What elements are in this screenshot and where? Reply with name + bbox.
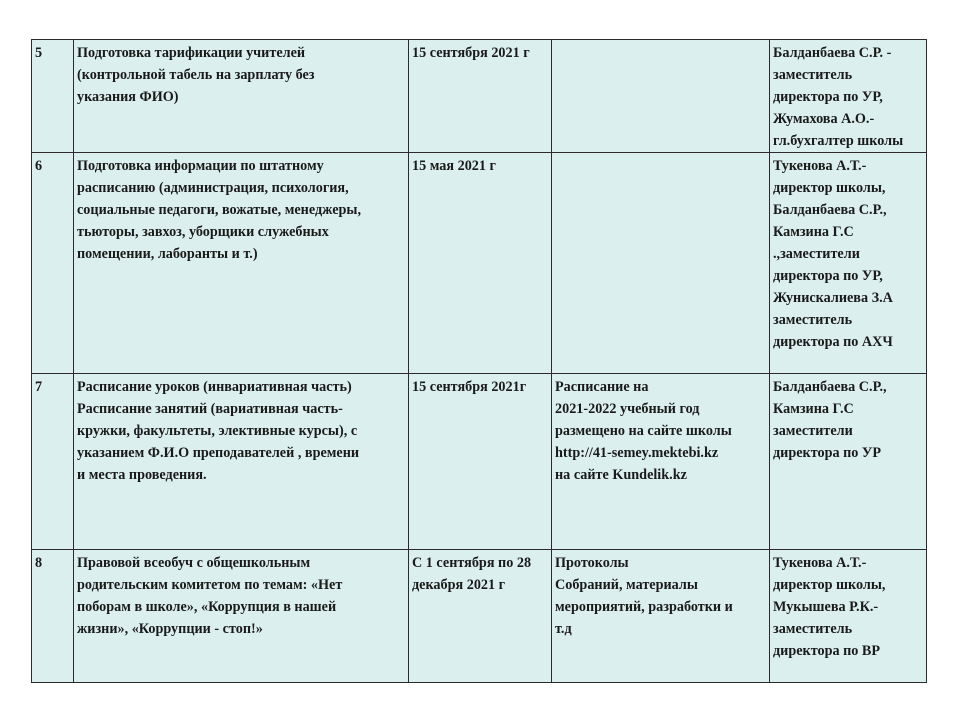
result-cell — [552, 40, 770, 153]
event-text: Подготовка тарификации учителей (контрольной табель на зарплату без указания ФИО) — [77, 45, 315, 105]
event-cell — [74, 153, 409, 374]
result-cell — [552, 550, 770, 683]
responsible-cell — [770, 40, 927, 153]
responsible-cell — [770, 550, 927, 683]
responsible-text: Тукенова А.Т.- директор школы, Балданбаева С.Р., Камзина Г.С .,заместители директора по УР, Жунискалиева З.А заместитель директора по АХЧ — [773, 158, 893, 350]
deadline-cell — [409, 550, 552, 683]
row-number-cell — [32, 550, 74, 683]
result-text: Протоколы Собраний, материалы мероприятий, разработки и т.д — [555, 555, 733, 637]
row-number-cell — [32, 153, 74, 374]
event-cell — [74, 40, 409, 153]
event-text: Подготовка информации по штатному расписанию (администрация, психология, социальные педагоги, вожатые, менеджеры, тьюторы, завхоз, уборщики служебных помещении, лаборанты и т.) — [77, 158, 362, 262]
deadline-text: 15 мая 2021 г — [412, 158, 496, 174]
row-number-cell — [32, 40, 74, 153]
deadline-text: С 1 сентября по 28 декабря 2021 г — [412, 555, 532, 593]
event-cell — [74, 374, 409, 550]
deadline-cell — [409, 374, 552, 550]
table-row — [32, 40, 927, 153]
result-text: Расписание на 2021-2022 учебный год размещено на сайте школы http://41-semey.mektebi.kz на сайте Kundelik.kz — [555, 379, 732, 483]
row-number-cell — [32, 374, 74, 550]
event-text: Правовой всеобуч с общешкольным родительским комитетом по темам: «Нет поборам в школе», «Коррупция в нашей жизни», «Коррупции - стоп!» — [77, 555, 343, 637]
responsible-text: Балданбаева С.Р. - заместитель директора по УР, Жумахова А.О.- гл.бухгалтер школы — [773, 45, 904, 149]
table-row — [32, 153, 927, 374]
deadline-cell — [409, 153, 552, 374]
deadline-cell — [409, 40, 552, 153]
plan-table — [31, 39, 927, 683]
row-number: 6 — [35, 158, 43, 174]
row-number: 7 — [35, 379, 43, 395]
responsible-text: Тукенова А.Т.- директор школы, Мукышева Р.К.- заместитель директора по ВР — [773, 555, 886, 659]
row-number: 5 — [35, 45, 43, 61]
row-number: 8 — [35, 555, 43, 571]
event-text: Расписание уроков (инвариативная часть) Расписание занятий (вариативная часть- кружки, факультеты, элективные курсы), с указанием Ф.И.О преподавателей , времени и места проведения. — [77, 379, 360, 483]
responsible-cell — [770, 374, 927, 550]
responsible-text: Балданбаева С.Р., Камзина Г.С заместители директора по УР — [773, 379, 887, 461]
table-row — [32, 550, 927, 683]
result-cell — [552, 153, 770, 374]
deadline-text: 15 сентября 2021 г — [412, 45, 530, 61]
deadline-text: 15 сентября 2021г — [412, 379, 527, 395]
responsible-cell — [770, 153, 927, 374]
table-row — [32, 374, 927, 550]
event-cell — [74, 550, 409, 683]
result-cell — [552, 374, 770, 550]
